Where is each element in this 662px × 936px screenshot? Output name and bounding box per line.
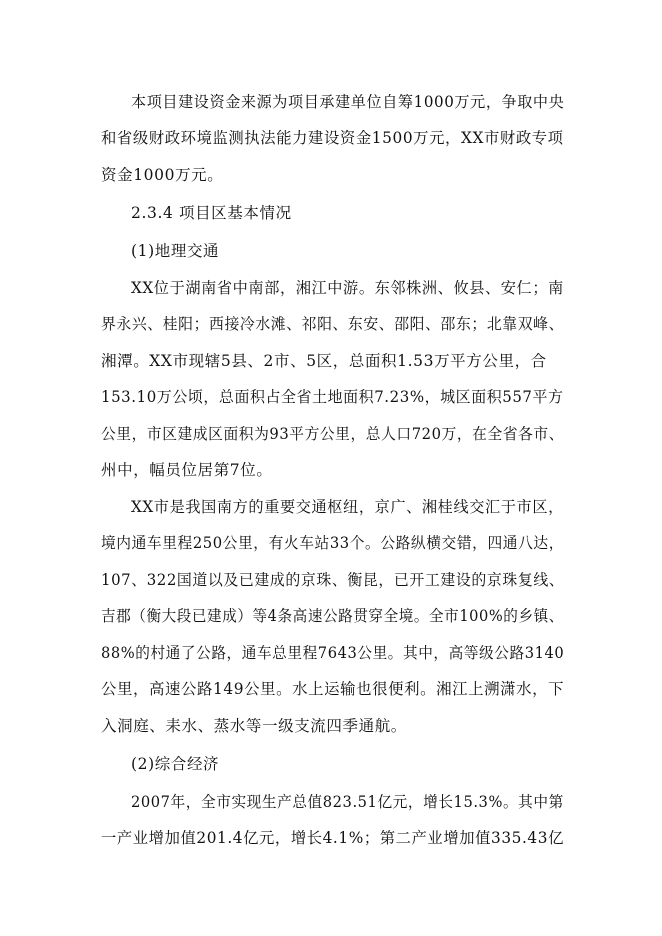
paragraph-funding-line-1: 本项目建设资金来源为项目承建单位自筹1000万元，争取中央 — [131, 93, 565, 111]
paragraph-economy-line-1: 2007年，全市实现生产总值823.51亿元，增长15.3%。其中第 — [131, 793, 564, 811]
paragraph-transport-line-7: 入洞庭、耒水、蒸水等一级支流四季通航。 — [101, 717, 407, 735]
paragraph-geography-line-1: XX位于湖南省中南部，湘江中游。东邻株洲、攸县、安仁；南 — [131, 279, 564, 297]
paragraph-transport-line-4: 吉郡（衡大段已建成）等4条高速公路贯穿全境。全市100%的乡镇、 — [101, 607, 564, 625]
paragraph-funding-line-2: 和省级财政环境监测执法能力建设资金1500万元，XX市财政专项 — [101, 129, 564, 147]
paragraph-transport-line-2: 境内通车里程250公里，有火车站33个。公路纵横交错，四通八达， — [101, 534, 565, 552]
section-heading: 2.3.4 项目区基本情况 — [131, 204, 292, 222]
paragraph-geography-line-4: 153.10万公顷，总面积占全省土地面积7.23%，城区面积557平方 — [101, 388, 564, 406]
subheading-economy: (2)综合经济 — [131, 755, 220, 773]
paragraph-transport-line-1: XX市是我国南方的重要交通枢纽，京广、湘桂线交汇于市区， — [131, 498, 564, 516]
paragraph-geography-line-3: 湘潭。XX市现辖5县、2市、5区，总面积1.53万平方公里，合 — [101, 352, 547, 370]
subheading-geography: (1)地理交通 — [131, 242, 220, 260]
paragraph-geography-line-2: 界永兴、桂阳；西接冷水滩、祁阳、东安、邵阳、邵东；北靠双峰、 — [101, 315, 565, 333]
paragraph-transport-line-5: 88%的村通了公路，通车总里程7643公里。其中，高等级公路3140 — [101, 644, 565, 662]
paragraph-geography-line-5: 公里，市区建成区面积为93平方公里，总人口720万，在全省各市、 — [101, 425, 565, 443]
paragraph-geography-line-6: 州中，幅员位居第7位。 — [101, 461, 273, 479]
paragraph-funding-line-3: 资金1000万元。 — [101, 166, 224, 184]
paragraph-economy-line-2: 一产业增加值201.4亿元，增长4.1%；第二产业增加值335.43亿 — [101, 829, 564, 847]
paragraph-transport-line-3: 107、322国道以及已建成的京珠、衡昆，已开工建设的京珠复线、 — [101, 571, 565, 589]
paragraph-transport-line-6: 公里，高速公路149公里。水上运输也很便利。湘江上溯潇水，下 — [101, 680, 565, 698]
